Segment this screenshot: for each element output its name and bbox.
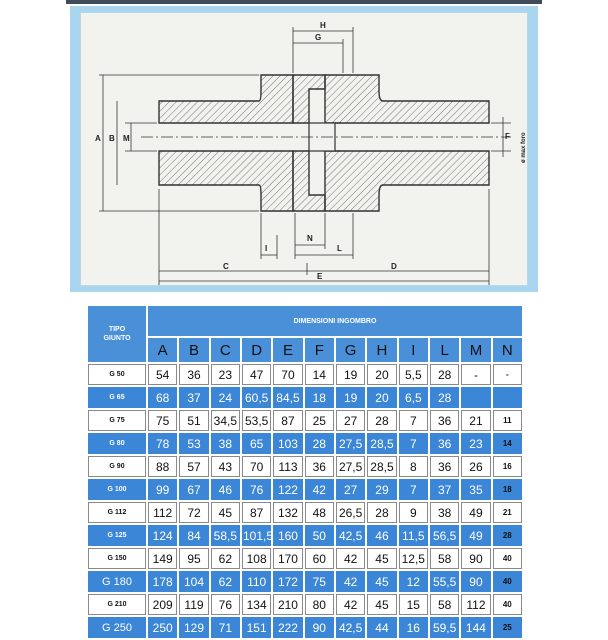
cell-f: 25 bbox=[305, 410, 334, 431]
table-row bbox=[88, 387, 522, 408]
cell-l: 36 bbox=[430, 456, 459, 477]
table-row bbox=[88, 571, 522, 592]
cell-c: 71 bbox=[211, 617, 240, 638]
cell-c: 45 bbox=[211, 502, 240, 523]
label-I: I bbox=[265, 244, 268, 253]
cell-l: 36 bbox=[430, 410, 459, 431]
dimensions-table-panel bbox=[86, 304, 524, 635]
cell-a: 209 bbox=[148, 594, 177, 615]
center-element-lower bbox=[293, 151, 325, 211]
cell-f: 36 bbox=[305, 456, 334, 477]
cell-e: 132 bbox=[273, 502, 302, 523]
cell-l: 58 bbox=[430, 548, 459, 569]
label-E: E bbox=[317, 272, 323, 281]
cell-h: 45 bbox=[367, 571, 396, 592]
cell-i: 7 bbox=[399, 479, 428, 500]
cell-m: 21 bbox=[461, 410, 490, 431]
cell-i: 6,5 bbox=[399, 387, 428, 408]
table-row bbox=[88, 594, 522, 615]
cell-m: 90 bbox=[461, 571, 490, 592]
tipo-cell: G 100 bbox=[88, 479, 146, 500]
cell-h: 28,5 bbox=[367, 433, 396, 454]
cell-g: 19 bbox=[336, 387, 365, 408]
label-A: A bbox=[95, 134, 101, 143]
cell-b: 57 bbox=[179, 456, 208, 477]
cell-f: 48 bbox=[305, 502, 334, 523]
cell-l: 59,5 bbox=[430, 617, 459, 638]
label-C: C bbox=[223, 262, 229, 271]
cell-h: 45 bbox=[367, 594, 396, 615]
cell-h: 44 bbox=[367, 617, 396, 638]
cell-i: 5,5 bbox=[399, 364, 428, 385]
coupling-drawing-svg bbox=[81, 13, 529, 287]
column-header-d: D bbox=[242, 338, 271, 362]
cell-n: 28 bbox=[493, 525, 522, 546]
cell-n: 11 bbox=[493, 410, 522, 431]
cell-b: 67 bbox=[179, 479, 208, 500]
label-max-foro: ø max foro bbox=[521, 132, 527, 163]
cell-g: 19 bbox=[336, 364, 365, 385]
cell-n: 16 bbox=[493, 456, 522, 477]
cell-i: 8 bbox=[399, 456, 428, 477]
cell-m: - bbox=[461, 364, 490, 385]
cell-m: 23 bbox=[461, 433, 490, 454]
column-header-e: E bbox=[273, 338, 302, 362]
tipo-cell: G 80 bbox=[88, 433, 146, 454]
table-row bbox=[88, 548, 522, 569]
cell-n: - bbox=[493, 364, 522, 385]
label-D: D bbox=[391, 262, 397, 271]
cell-m: 112 bbox=[461, 594, 490, 615]
cell-b: 37 bbox=[179, 387, 208, 408]
table-row bbox=[88, 456, 522, 477]
cell-f: 75 bbox=[305, 571, 334, 592]
cell-g: 42 bbox=[336, 571, 365, 592]
cell-l: 28 bbox=[430, 387, 459, 408]
column-header-f: F bbox=[305, 338, 334, 362]
column-header-l: L bbox=[430, 338, 459, 362]
cell-h: 28 bbox=[367, 502, 396, 523]
cell-f: 80 bbox=[305, 594, 334, 615]
cell-l: 55,5 bbox=[430, 571, 459, 592]
cell-g: 42 bbox=[336, 548, 365, 569]
cell-d: 70 bbox=[242, 456, 271, 477]
cell-a: 75 bbox=[148, 410, 177, 431]
left-hub-lower bbox=[159, 151, 293, 211]
cell-f: 18 bbox=[305, 387, 334, 408]
column-header-n: N bbox=[493, 338, 522, 362]
cell-d: 110 bbox=[242, 571, 271, 592]
cell-b: 95 bbox=[179, 548, 208, 569]
cell-e: 172 bbox=[273, 571, 302, 592]
cell-d: 60,5 bbox=[242, 387, 271, 408]
table-body bbox=[88, 364, 522, 638]
cell-e: 113 bbox=[273, 456, 302, 477]
cell-d: 65 bbox=[242, 433, 271, 454]
cell-a: 99 bbox=[148, 479, 177, 500]
cell-d: 87 bbox=[242, 502, 271, 523]
cell-i: 7 bbox=[399, 410, 428, 431]
cell-b: 51 bbox=[179, 410, 208, 431]
cell-c: 38 bbox=[211, 433, 240, 454]
cell-g: 42,5 bbox=[336, 617, 365, 638]
column-header-g: G bbox=[336, 338, 365, 362]
cell-a: 78 bbox=[148, 433, 177, 454]
table-row bbox=[88, 479, 522, 500]
cell-l: 38 bbox=[430, 502, 459, 523]
cell-c: 24 bbox=[211, 387, 240, 408]
cell-l: 36 bbox=[430, 433, 459, 454]
cell-h: 45 bbox=[367, 548, 396, 569]
cell-f: 42 bbox=[305, 479, 334, 500]
cell-e: 222 bbox=[273, 617, 302, 638]
tipo-cell: G 180 bbox=[88, 571, 146, 592]
cell-m: 26 bbox=[461, 456, 490, 477]
cell-e: 84,5 bbox=[273, 387, 302, 408]
cell-n: 18 bbox=[493, 479, 522, 500]
cell-e: 87 bbox=[273, 410, 302, 431]
cell-l: 37 bbox=[430, 479, 459, 500]
cell-e: 70 bbox=[273, 364, 302, 385]
cell-n bbox=[493, 387, 522, 408]
column-letters-row bbox=[88, 338, 522, 362]
cell-f: 90 bbox=[305, 617, 334, 638]
cell-n: 40 bbox=[493, 571, 522, 592]
cell-i: 9 bbox=[399, 502, 428, 523]
cell-g: 26,5 bbox=[336, 502, 365, 523]
cell-m: 90 bbox=[461, 548, 490, 569]
tipo-cell: G 150 bbox=[88, 548, 146, 569]
cell-b: 104 bbox=[179, 571, 208, 592]
cell-b: 84 bbox=[179, 525, 208, 546]
cell-m: 49 bbox=[461, 502, 490, 523]
left-hub-upper bbox=[159, 75, 293, 123]
cell-e: 160 bbox=[273, 525, 302, 546]
cell-b: 72 bbox=[179, 502, 208, 523]
cell-l: 28 bbox=[430, 364, 459, 385]
cell-h: 46 bbox=[367, 525, 396, 546]
tipo-cell: G 90 bbox=[88, 456, 146, 477]
label-B: B bbox=[109, 134, 115, 143]
center-element-upper bbox=[293, 75, 325, 123]
cell-m: 144 bbox=[461, 617, 490, 638]
cell-h: 28,5 bbox=[367, 456, 396, 477]
cell-g: 27 bbox=[336, 410, 365, 431]
cell-n: 40 bbox=[493, 594, 522, 615]
cell-d: 47 bbox=[242, 364, 271, 385]
drawing-panel bbox=[70, 6, 538, 292]
dimensions-table bbox=[86, 304, 524, 640]
table-row bbox=[88, 502, 522, 523]
cell-h: 29 bbox=[367, 479, 396, 500]
cell-a: 178 bbox=[148, 571, 177, 592]
table-row bbox=[88, 410, 522, 431]
cell-c: 46 bbox=[211, 479, 240, 500]
label-M: M bbox=[123, 134, 130, 143]
cell-n: 21 bbox=[493, 502, 522, 523]
cell-f: 60 bbox=[305, 548, 334, 569]
cell-a: 124 bbox=[148, 525, 177, 546]
cell-d: 134 bbox=[242, 594, 271, 615]
tipo-cell: G 210 bbox=[88, 594, 146, 615]
cell-f: 50 bbox=[305, 525, 334, 546]
cell-n: 14 bbox=[493, 433, 522, 454]
cell-d: 76 bbox=[242, 479, 271, 500]
cell-c: 76 bbox=[211, 594, 240, 615]
cell-h: 28 bbox=[367, 410, 396, 431]
cell-d: 101,5 bbox=[242, 525, 271, 546]
cell-b: 36 bbox=[179, 364, 208, 385]
cell-i: 12 bbox=[399, 571, 428, 592]
cell-g: 42,5 bbox=[336, 525, 365, 546]
cell-a: 112 bbox=[148, 502, 177, 523]
column-header-c: C bbox=[211, 338, 240, 362]
cell-i: 12,5 bbox=[399, 548, 428, 569]
cell-d: 53,5 bbox=[242, 410, 271, 431]
cell-c: 58,5 bbox=[211, 525, 240, 546]
cell-m: 49 bbox=[461, 525, 490, 546]
table-row bbox=[88, 525, 522, 546]
cell-b: 53 bbox=[179, 433, 208, 454]
cell-b: 129 bbox=[179, 617, 208, 638]
column-header-i: I bbox=[399, 338, 428, 362]
cell-e: 103 bbox=[273, 433, 302, 454]
cell-l: 58 bbox=[430, 594, 459, 615]
table-row bbox=[88, 617, 522, 638]
cell-n: 25 bbox=[493, 617, 522, 638]
cell-m bbox=[461, 387, 490, 408]
tipo-cell: G 112 bbox=[88, 502, 146, 523]
cell-i: 15 bbox=[399, 594, 428, 615]
cell-e: 210 bbox=[273, 594, 302, 615]
column-header-m: M bbox=[461, 338, 490, 362]
cell-a: 250 bbox=[148, 617, 177, 638]
top-border bbox=[66, 0, 542, 4]
column-header-h: H bbox=[367, 338, 396, 362]
tipo-cell: G 65 bbox=[88, 387, 146, 408]
table-row bbox=[88, 364, 522, 385]
cell-i: 16 bbox=[399, 617, 428, 638]
cell-c: 23 bbox=[211, 364, 240, 385]
label-L: L bbox=[337, 244, 342, 253]
cell-a: 54 bbox=[148, 364, 177, 385]
cell-i: 7 bbox=[399, 433, 428, 454]
cell-m: 35 bbox=[461, 479, 490, 500]
cell-g: 42 bbox=[336, 594, 365, 615]
cell-c: 62 bbox=[211, 548, 240, 569]
cell-g: 27 bbox=[336, 479, 365, 500]
table-row bbox=[88, 433, 522, 454]
cell-e: 170 bbox=[273, 548, 302, 569]
label-G: G bbox=[315, 33, 322, 42]
cell-b: 119 bbox=[179, 594, 208, 615]
dimensioni-ingombro-header: DIMENSIONI INGOMBRO bbox=[148, 306, 522, 336]
tipo-cell: G 250 bbox=[88, 617, 146, 638]
right-hub-upper bbox=[325, 75, 489, 123]
right-hub-lower bbox=[325, 151, 489, 211]
cell-c: 43 bbox=[211, 456, 240, 477]
cell-e: 122 bbox=[273, 479, 302, 500]
label-F: F bbox=[505, 132, 510, 141]
cell-f: 14 bbox=[305, 364, 334, 385]
cell-n: 40 bbox=[493, 548, 522, 569]
cell-h: 20 bbox=[367, 387, 396, 408]
cell-d: 151 bbox=[242, 617, 271, 638]
cell-h: 20 bbox=[367, 364, 396, 385]
cell-a: 88 bbox=[148, 456, 177, 477]
cell-g: 27,5 bbox=[336, 456, 365, 477]
column-header-b: B bbox=[179, 338, 208, 362]
cell-d: 108 bbox=[242, 548, 271, 569]
label-H: H bbox=[320, 21, 326, 30]
cell-l: 56,5 bbox=[430, 525, 459, 546]
cell-i: 11,5 bbox=[399, 525, 428, 546]
cell-a: 149 bbox=[148, 548, 177, 569]
label-N: N bbox=[307, 234, 313, 243]
cell-c: 34,5 bbox=[211, 410, 240, 431]
column-header-a: A bbox=[148, 338, 177, 362]
cell-c: 62 bbox=[211, 571, 240, 592]
tipo-giunto-header: TIPO GIUNTO bbox=[88, 306, 146, 362]
tipo-cell: G 50 bbox=[88, 364, 146, 385]
cell-g: 27,5 bbox=[336, 433, 365, 454]
cell-a: 68 bbox=[148, 387, 177, 408]
tipo-cell: G 75 bbox=[88, 410, 146, 431]
coupling-drawing bbox=[80, 12, 528, 286]
tipo-cell: G 125 bbox=[88, 525, 146, 546]
cell-f: 28 bbox=[305, 433, 334, 454]
